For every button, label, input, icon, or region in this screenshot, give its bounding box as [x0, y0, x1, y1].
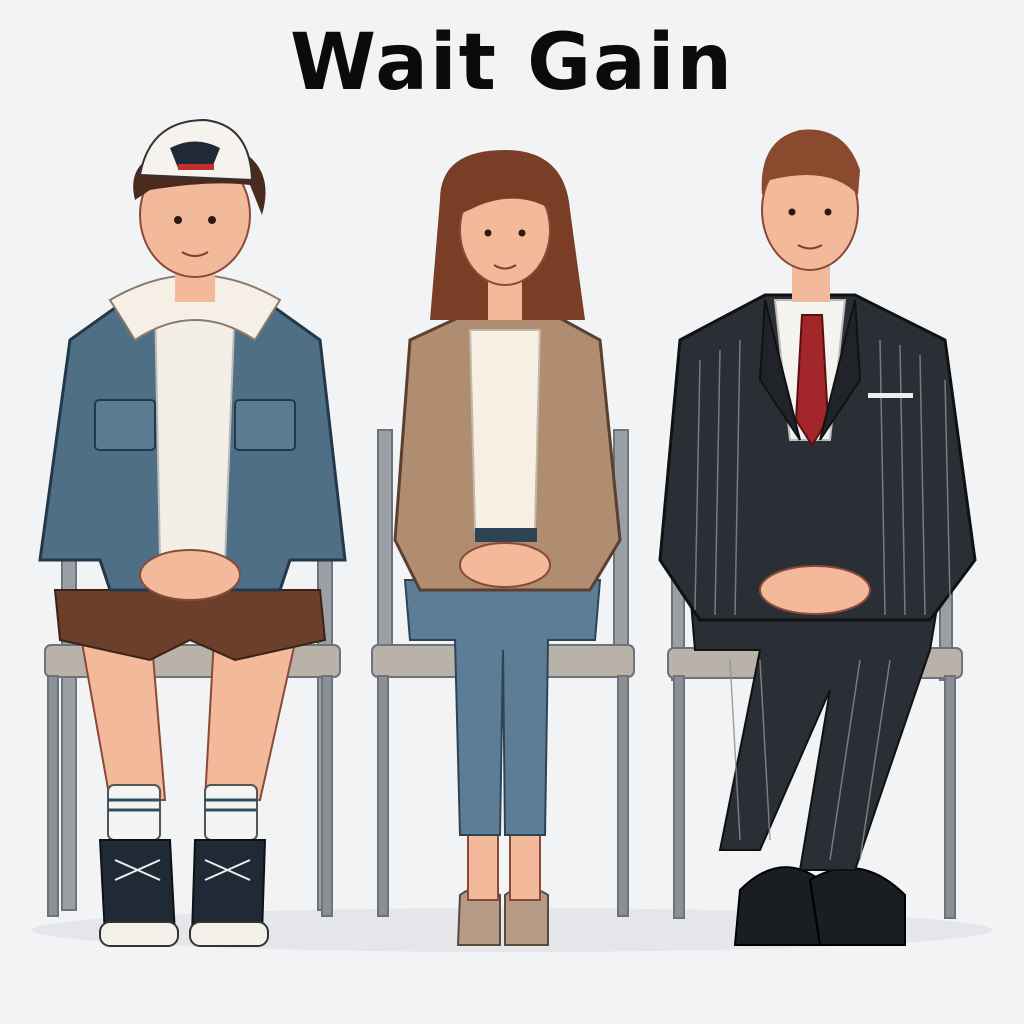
woman-in-blazer-figure [395, 150, 620, 945]
man-in-suit-figure [660, 130, 975, 946]
page-title: Wait Gain [290, 18, 734, 108]
man-with-cap-figure [40, 120, 345, 946]
